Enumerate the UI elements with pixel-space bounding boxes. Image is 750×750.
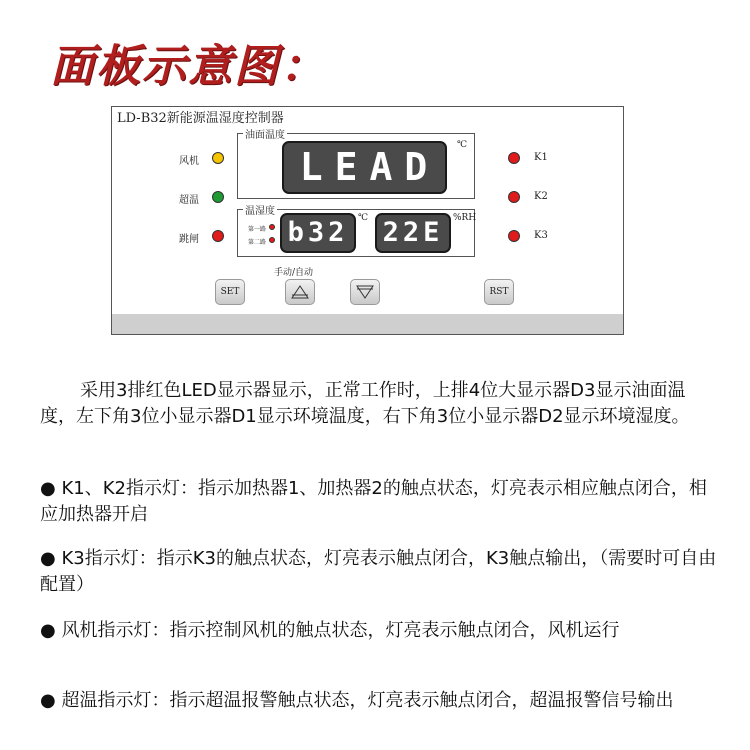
env-temp-unit: ℃ <box>358 213 369 223</box>
bullet-text: 超温指示灯：指示超温报警触点状态，灯亮表示触点闭合，超温报警信号输出 <box>61 690 674 711</box>
k1-indicator-light <box>508 152 520 164</box>
env-humidity-display: 22E <box>375 213 451 253</box>
k2-indicator-light <box>508 191 520 203</box>
oil-temp-display: LEAD <box>282 141 447 194</box>
channel-2-label: 第二路 <box>248 239 267 246</box>
k1-label: K1 <box>534 152 548 163</box>
overtemp-label: 超温 <box>179 195 199 206</box>
bullet-text: K1、K2指示灯：指示加热器1、加热器2的触点状态，灯亮表示相应触点闭合，相应加热器开启 <box>40 478 707 525</box>
bullet-k3 <box>40 546 720 598</box>
description-text: 采用3排红色LED显示器显示，正常工作时，上排4位大显示器D3显示油面温度，左下角3位小显示器D1显示环境温度，右下角3位小显示器D2显示环境湿度。 <box>40 380 690 427</box>
bullet-dot: ● <box>40 478 56 499</box>
env-label: 温湿度 <box>243 202 277 217</box>
bullet-text: 风机指示灯：指示控制风机的触点状态，灯亮表示触点闭合，风机运行 <box>61 620 620 641</box>
channel-2-light <box>269 237 275 243</box>
rst-button[interactable]: RST <box>484 279 514 305</box>
page-title: 面板示意图： <box>50 41 326 92</box>
bullet-text: K3指示灯：指示K3的触点状态，灯亮表示触点闭合，K3触点输出，（需要时可自由配置） <box>40 548 717 595</box>
oil-temp-label: 油面温度 <box>243 126 287 141</box>
bullet-k1-k2 <box>40 476 720 528</box>
up-arrow-icon <box>291 285 309 299</box>
channel-1-label: 第一路 <box>248 226 267 233</box>
env-humidity-unit: %RH <box>453 213 477 223</box>
up-button[interactable] <box>285 279 315 305</box>
oil-temp-unit: ℃ <box>457 140 468 150</box>
description-paragraph <box>40 378 720 430</box>
k3-label: K3 <box>534 230 548 241</box>
overtemp-indicator-light <box>212 191 224 203</box>
bullet-dot: ● <box>40 620 56 641</box>
control-panel <box>111 106 624 335</box>
trip-label: 跳闸 <box>179 234 199 245</box>
trip-indicator-light <box>212 230 224 242</box>
set-button[interactable]: SET <box>215 279 245 305</box>
panel-model-name: LD-B32新能源温湿度控制器 <box>117 111 284 126</box>
bullet-dot: ● <box>40 548 56 569</box>
manual-auto-label: 手动/自动 <box>274 268 314 278</box>
k3-indicator-light <box>508 230 520 242</box>
bullet-dot: ● <box>40 690 56 711</box>
channel-1-light <box>269 224 275 230</box>
bullet-fan <box>40 618 720 644</box>
bullet-overtemp <box>40 688 720 714</box>
down-button[interactable] <box>350 279 380 305</box>
down-arrow-icon <box>356 285 374 299</box>
env-temp-display: b32 <box>280 213 356 253</box>
k2-label: K2 <box>534 191 548 202</box>
fan-label: 风机 <box>179 156 199 167</box>
panel-footer-bar <box>112 314 623 334</box>
fan-indicator-light <box>212 152 224 164</box>
